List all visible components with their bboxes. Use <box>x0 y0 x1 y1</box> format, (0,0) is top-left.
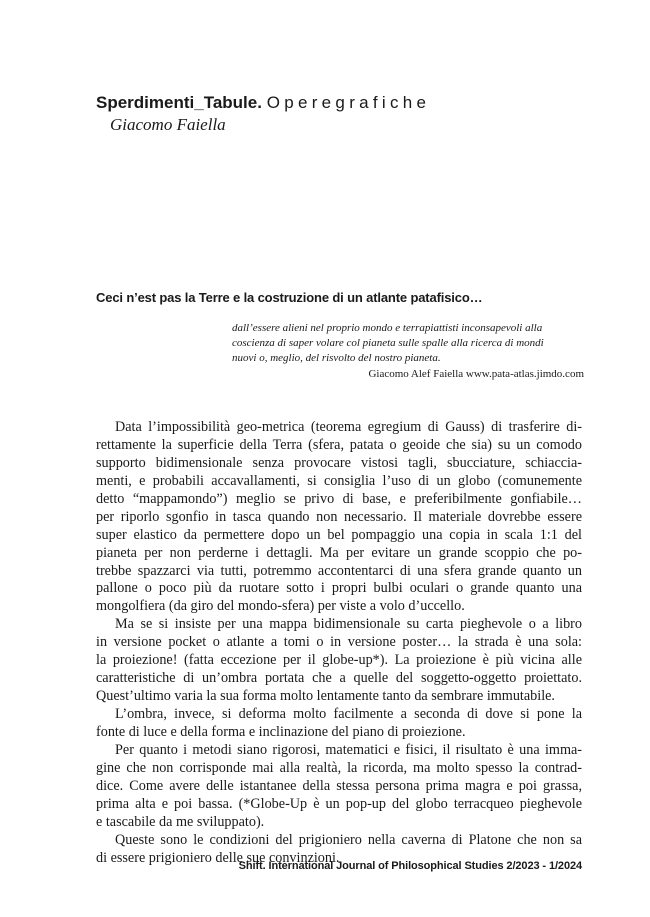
body-line: dice. Come avere delle istantanee della stessa persona prima magra e poi grassa, <box>96 777 582 794</box>
body-line: gine che non corrisponde mai alla realtà, la ricorda, ma molto spesso la contrad- <box>96 759 582 776</box>
body-line: menti, e probabili accavallamenti, si consiglia l’uso di un globo (comunemente <box>96 472 582 489</box>
body-line: pallone o poco più da ruotare sotto i propri bulbi oculari o grande quanto una <box>96 580 582 597</box>
body-line: caratteristiche di un’ombra portata che a quelle del soggetto-oggetto proiettato. <box>96 670 582 687</box>
epigraph-line: nuovi o, meglio, del risvolto del nostro pianeta. <box>232 352 441 364</box>
body-line: super elastico da permettere dopo un bel pompaggio una copia in scala 1:1 del <box>96 526 582 543</box>
body-line: Quest’ultimo varia la sua forma molto lentamente tanto da sembrare immutabile. <box>96 688 555 705</box>
body-line: mongolfiera (da giro del mondo-sfera) per viste a volo d’uccello. <box>96 598 465 615</box>
epigraph-attribution: Giacomo Alef Faiella www.pata-atlas.jimdo.com <box>368 368 584 380</box>
author-name: Giacomo Faiella <box>110 115 226 134</box>
body-line: trebbe spazzarci via tutti, potremmo accontentarci di una sfera grande quanto un <box>96 562 582 579</box>
body-line: per riporlo sgonfio in tasca quando non necessario. Il materiale dovrebbe essere <box>96 508 582 525</box>
epigraph-line: coscienza di saper volare col pianeta sulle spalle alla ricerca di mondi <box>232 337 544 349</box>
body-line: Data l’impossibilità geo-metrica (teorema egregium di Gauss) di trasferire di- <box>115 419 582 435</box>
body-line: Queste sono le condizioni del prigioniero nella caverna di Platone che non sa <box>115 831 582 848</box>
article-header <box>96 92 566 136</box>
body-line: rettamente la superficie della Terra (sfera, patata o geoide che sia) su un comodo <box>96 436 582 453</box>
body-line: e tascabile da me sviluppato). <box>96 813 265 830</box>
body-line: detto “mappamondo”) meglio se privo di base, e preferibilmente gonfiabile… <box>96 490 582 507</box>
epigraph-line: dall’essere alieni nel proprio mondo e terrapiattisti inconsapevoli alla <box>232 322 543 334</box>
body-text <box>96 419 582 867</box>
body-line: supporto bidimensionale senza provocare vistosi tagli, sbucciature, schiaccia- <box>96 454 582 471</box>
body-line: Per quanto i metodi siano rigorosi, matematici e fisici, il risultato è una imma- <box>115 741 582 758</box>
article-title <box>96 92 566 114</box>
body-line: L’ombra, invece, si deforma molto facilmente a seconda di dove si pone la <box>115 706 582 722</box>
body-line: pianeta per non perderne i dettagli. Ma per evitare un grande scoppio che po- <box>96 544 582 561</box>
body-line: in versione pocket o atlante a tomi o in versione poster… la strada è una sola: <box>96 634 582 651</box>
body-line: la proiezione! (fatta eccezione per il globe-up*). La proiezione è più vicina alle <box>96 652 582 669</box>
title-subtitle: Operegrafiche <box>266 93 431 112</box>
body-line: fonte di luce e della forma e inclinazione del piano di proiezione. <box>96 723 466 740</box>
body-line: di essere prigioniero delle sue convinzioni. <box>96 849 340 866</box>
title-main: Sperdimenti_Tabule. <box>96 93 262 112</box>
epigraph <box>232 321 584 382</box>
body-line: Ma se si insiste per una mappa bidimensionale su carta pieghevole o a libro <box>115 616 582 633</box>
body-line: prima alta e poi bassa. (*Globe-Up è un pop-up del globo terracqueo pieghevole <box>96 795 582 812</box>
section-title: Ceci n’est pas la Terre e la costruzione di un atlante patafisico… <box>96 290 483 305</box>
journal-footer: Shift. International Journal of Philosophical Studies 2/2023 - 1/2024 <box>238 860 582 872</box>
